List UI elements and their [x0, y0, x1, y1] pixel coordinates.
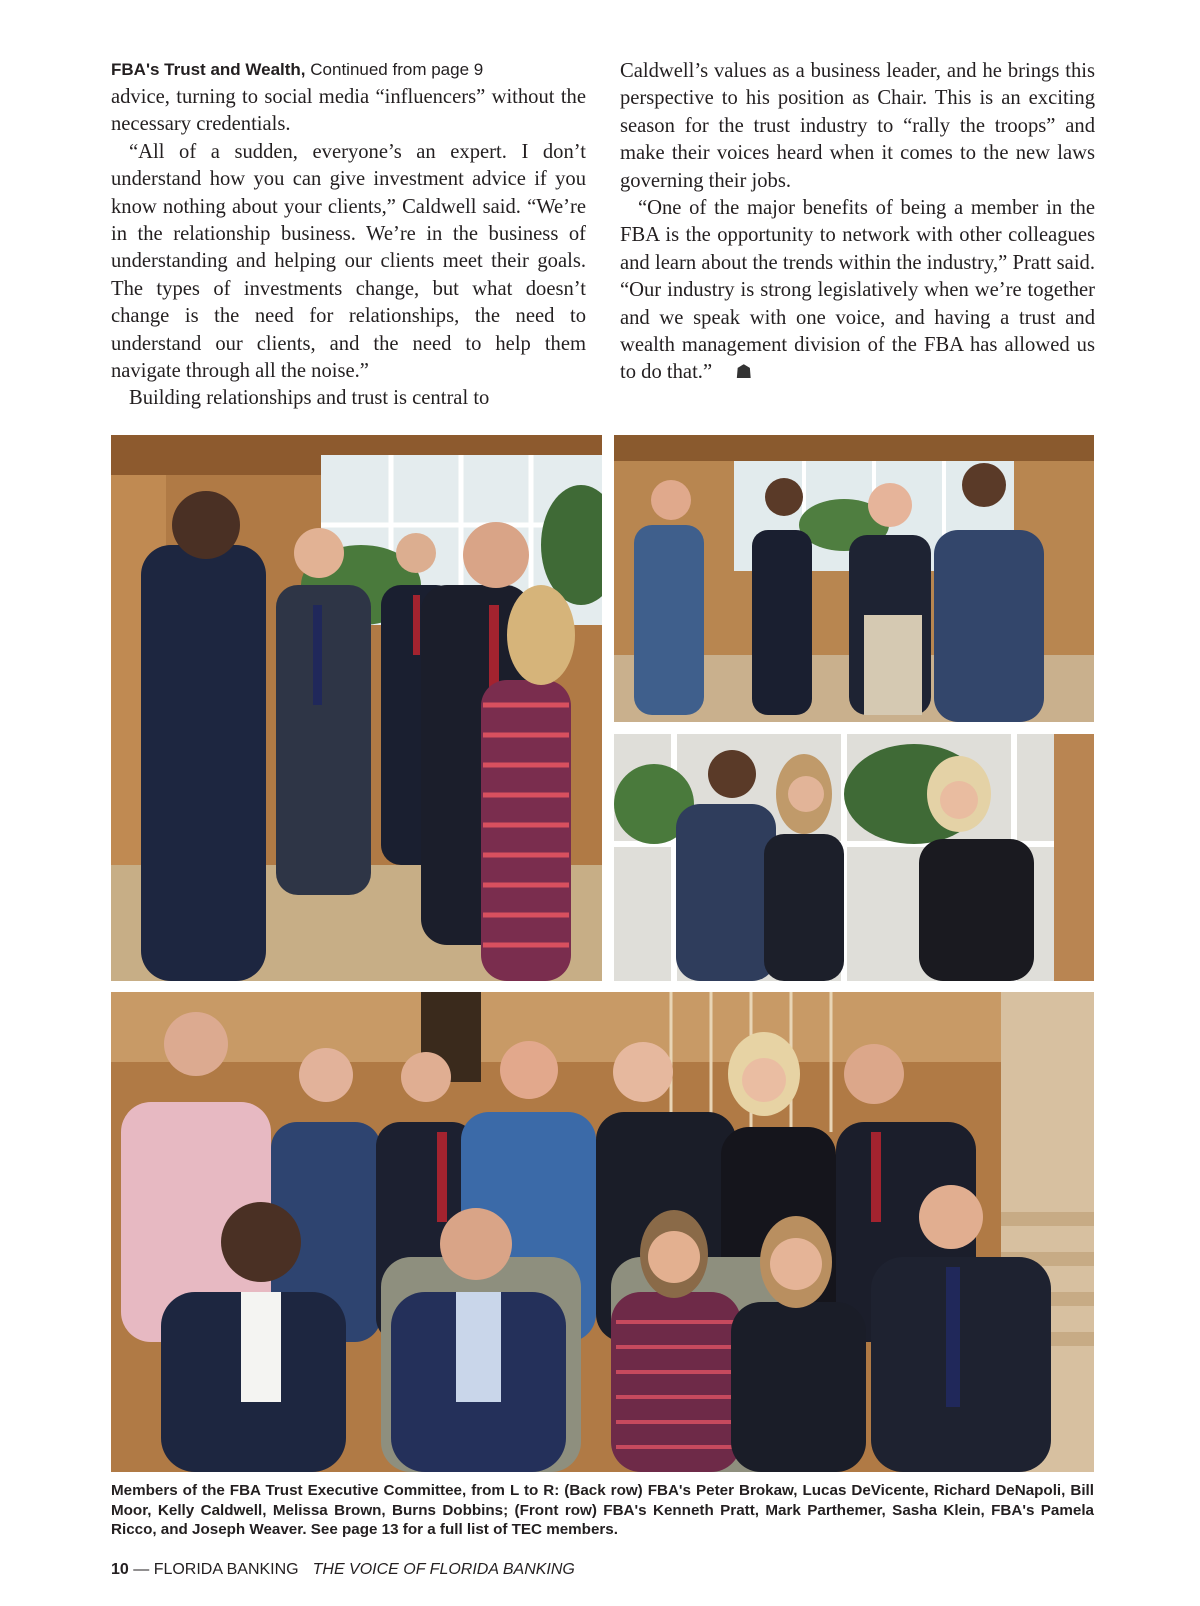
event-photo-three-attendees — [614, 734, 1094, 981]
page-number: 10 — [111, 1561, 129, 1578]
footer-separator: — — [128, 1561, 154, 1578]
paragraph: Caldwell’s values as a business leader, and he brings this perspective to his position as Chair. This is an exciting season for the trust industry to “rally the troops” and make their voices heard when it comes to the new laws governing their jobs. — [620, 60, 1095, 192]
end-of-article-mark: ☗ — [735, 361, 753, 384]
article-left-column — [111, 58, 586, 413]
publication-name: FLORIDA BANKING — [153, 1561, 299, 1578]
photo-caption: Members of the FBA Trust Executive Committee, from L to R: (Back row) FBA's Peter Brokaw, Lucas DeVicente, Richard DeNapoli, Bill Moor, Kelly Caldwell, Melissa Brown, Burns Dobbins; (Front row) FBA's Kenneth Pratt, Mark Parthemer, Sasha Klein, FBA's Pamela Ricco, and Joseph Weaver. See page 13 for a full list of TEC members. — [111, 1482, 1094, 1539]
event-photo-four-men — [614, 435, 1094, 722]
article-right-column — [620, 58, 1095, 387]
paragraph: Building relationships and trust is central to — [129, 387, 490, 410]
kicker-continued: Continued from page 9 — [305, 60, 484, 79]
continued-header — [111, 58, 586, 82]
paragraph: “All of a sudden, everyone’s an expert. I don’t understand how you can give investment advice if you know nothing about your clients,” Caldwell said. “We’re in the relationship business. We’re in the business of understanding and helping our clients meet their goals. The types of investments change, but what doesn’t change is the need for relationships, the need to understand our clients, and the need to help them navigate through all the noise.” — [111, 140, 586, 383]
paragraph — [620, 195, 1095, 387]
paragraph-text: “One of the major benefits of being a member in the FBA is the opportunity to network with other colleagues and learn about the trends within the industry,” Pratt said. “Our industry is strong legislatively when we’re together and we speak with one voice, and having a trust and wealth management division of the FBA has allowed us to do that.” — [620, 197, 1095, 384]
committee-group-photo — [111, 992, 1094, 1472]
publication-tagline: THE VOICE OF FLORIDA BANKING — [312, 1561, 575, 1578]
page-footer — [111, 1561, 575, 1579]
event-photo-group-conversation — [111, 435, 602, 981]
kicker-title: FBA's Trust and Wealth, — [111, 60, 306, 79]
paragraph: advice, turning to social media “influencers” without the necessary credentials. — [111, 86, 586, 136]
